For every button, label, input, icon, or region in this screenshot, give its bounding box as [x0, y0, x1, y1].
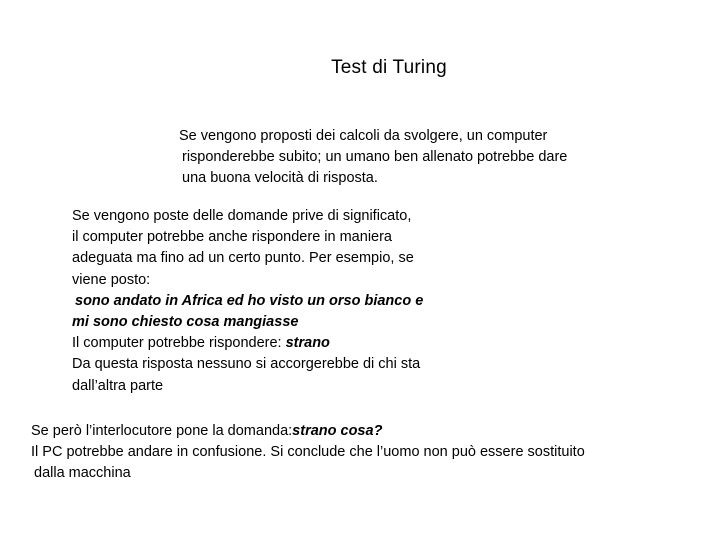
- text-line: adeguata ma fino ad un certo punto. Per esempio, se: [72, 250, 414, 267]
- text-line: una buona velocità di risposta.: [182, 170, 378, 187]
- text-line: Da questa risposta nessuno si accorgerebbe di chi sta: [72, 356, 421, 373]
- text-line: Se vengono proposti dei calcoli da svolgere, un computer: [179, 128, 548, 144]
- paragraph-domande: [72, 206, 423, 397]
- text-line: Il PC potrebbe andare in confusione. Si conclude che l’uomo non può essere sostituito: [31, 444, 585, 461]
- text-line: viene posto:: [72, 271, 151, 288]
- paragraph-calcoli: [179, 126, 567, 190]
- question-prefix: Se però l’interlocutore pone la domanda:: [31, 423, 293, 439]
- answer-line: [72, 333, 423, 354]
- text-line: Se vengono poste delle domande prive di significato,: [72, 208, 412, 224]
- example-question-line: mi sono chiesto cosa mangiasse: [72, 314, 299, 331]
- answer-prefix: Il computer potrebbe rispondere:: [72, 335, 286, 352]
- paragraph-conclusione: [31, 421, 585, 485]
- text-line: dall’altra parte: [72, 377, 164, 394]
- text-line: risponderebbe subito; un umano ben allenato potrebbe dare: [182, 149, 568, 166]
- question-words: strano cosa?: [292, 423, 383, 439]
- answer-word: strano: [285, 335, 330, 352]
- example-question-line: sono andato in Africa ed ho visto un orso bianco e: [75, 292, 424, 309]
- slide-title: Test di Turing: [331, 57, 447, 78]
- question-line: [31, 421, 585, 442]
- text-line: il computer potrebbe anche rispondere in maniera: [72, 229, 392, 246]
- text-line: dalla macchina: [34, 465, 131, 482]
